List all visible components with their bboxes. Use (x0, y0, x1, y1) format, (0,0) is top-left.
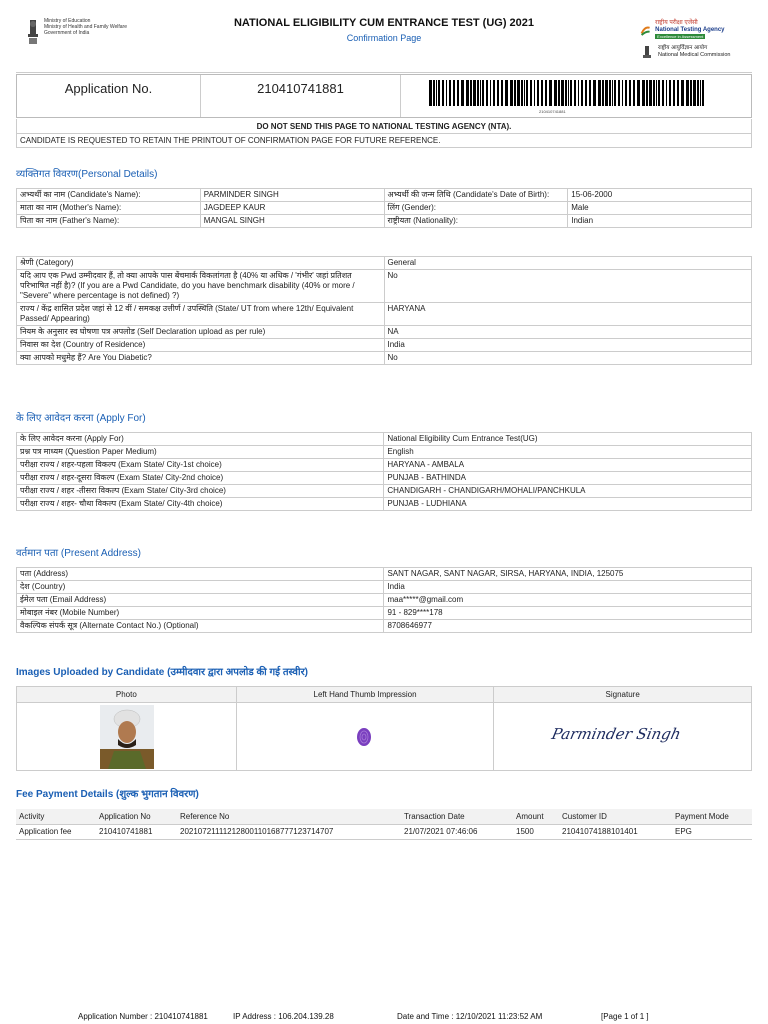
personal-details-title: व्यक्तिगत विवरण(Personal Details) (16, 169, 158, 180)
nmc-english-name: National Medical Commission (658, 52, 731, 58)
field-value: Male (568, 202, 752, 215)
field-label: पिता का नाम (Father's Name): (17, 215, 201, 228)
barcode-bar (537, 80, 539, 106)
gov-line-3: Government of India (44, 30, 90, 36)
field-label: राज्य / केंद्र शासित प्रदेश जहां से 12 वीं / समकक्ष उत्तीर्ण / उपस्थिति (State/ UT from where 12th/ Equivalent Passed/ Appearing) (17, 303, 385, 326)
photo-header: Photo (17, 687, 237, 703)
gov-line-2: Ministry of Health and Family Welfare (44, 24, 127, 30)
table-row (17, 594, 752, 607)
field-label: परीक्षा राज्य / शहर- चौथा विकल्प (Exam State/ City-4th choice) (17, 498, 384, 511)
barcode-bar (646, 80, 648, 106)
barcode-bar (622, 80, 623, 106)
table-row (17, 568, 752, 581)
barcode-bar (470, 80, 472, 106)
barcode-bar (673, 80, 675, 106)
field-value: 8708646977 (384, 620, 752, 633)
table-cell: 20210721111212800110168777123714707 (177, 824, 401, 839)
images-title: Images Uploaded by Candidate (उम्मीदवार द्वारा अपलोड की गई तस्वीर) (16, 667, 308, 678)
nta-tagline: Excellence in Assessment (657, 34, 704, 39)
table-row (17, 433, 752, 446)
field-label: अभ्यर्थी का नाम (Candidate's Name): (17, 189, 201, 202)
table-row (17, 498, 752, 511)
signature-image: Parminder Singh (550, 725, 683, 743)
application-number-box (16, 74, 752, 118)
table-row (17, 303, 752, 326)
field-value: National Eligibility Cum Entrance Test(UG) (384, 433, 752, 446)
column-header: Activity (16, 809, 96, 824)
apply-for-table (16, 432, 752, 511)
field-value: maa*****@gmail.com (384, 594, 752, 607)
column-header: Application No (96, 809, 177, 824)
barcode-bar (466, 80, 469, 106)
barcode-bar (545, 80, 547, 106)
table-cell: 21/07/2021 07:46:06 (401, 824, 513, 839)
barcode-bar (585, 80, 587, 106)
barcode-bar (561, 80, 564, 106)
table-row (17, 459, 752, 472)
barcode-bar (666, 80, 667, 106)
barcode-bar (486, 80, 488, 106)
nta-logo (640, 20, 752, 59)
field-label: देश (Country) (17, 581, 384, 594)
barcode-bar (669, 80, 671, 106)
table-row (17, 472, 752, 485)
field-value: India (384, 339, 752, 352)
candidate-photo (100, 705, 154, 769)
gov-line-1: Ministry of Education (44, 18, 91, 24)
field-value: SANT NAGAR, SANT NAGAR, SIRSA, HARYANA, INDIA, 125075 (384, 568, 752, 581)
barcode-bar (589, 80, 591, 106)
field-value: Indian (568, 215, 752, 228)
barcode-bar (457, 80, 459, 106)
table-cell: Application fee (16, 824, 96, 839)
field-label: राष्ट्रीयता (Nationality): (384, 215, 568, 228)
table-row (17, 326, 752, 339)
barcode-bar (517, 80, 520, 106)
barcode-bar (702, 80, 704, 106)
field-label: परीक्षा राज्य / शहर -तीसरा विकल्प (Exam State/ City-3rd choice) (17, 485, 384, 498)
page-header (0, 0, 768, 70)
table-row (17, 339, 752, 352)
barcode-bar (453, 80, 455, 106)
table-row (17, 270, 752, 303)
barcode-bar (477, 80, 479, 106)
field-value: CHANDIGARH - CHANDIGARH/MOHALI/PANCHKULA (384, 485, 752, 498)
column-header: Transaction Date (401, 809, 513, 824)
apply-for-title: के लिए आवेदन करना (Apply For) (16, 413, 146, 424)
barcode-bar (446, 80, 447, 106)
footer-page-number: [Page 1 of 1 ] (601, 1012, 649, 1021)
nta-english-name: National Testing Agency (655, 27, 725, 33)
barcode-bar (637, 80, 640, 106)
thumb-header: Left Hand Thumb Impression (236, 687, 494, 703)
nta-hindi-name: राष्ट्रीय परीक्षा एजेंसी (655, 20, 698, 26)
barcode-bar (593, 80, 596, 106)
personal-details-table (16, 188, 752, 228)
barcode-bar (568, 80, 569, 106)
signature-header: Signature (494, 687, 752, 703)
footer-datetime: Date and Time : 12/10/2021 11:23:52 AM (397, 1012, 543, 1021)
field-label: श्रेणी (Category) (17, 257, 385, 270)
table-row (17, 215, 752, 228)
field-label: यदि आप एक Pwd उम्मीदवार हैं, तो क्या आपके पास बेंचमार्क विकलांगता है (40% या अधिक / 'गंभीर' जहां प्रतिशत परिभाषित नहीं है)? (If you are a Pwd Candidate, do you have benchmark disability (40% or more / "Severe" where percentage is not defined) ?) (17, 270, 385, 303)
field-label: मोबाइल नंबर (Mobile Number) (17, 607, 384, 620)
barcode-bar (473, 80, 476, 106)
barcode-bar (429, 80, 432, 106)
field-label: पता (Address) (17, 568, 384, 581)
barcode-bar (602, 80, 604, 106)
thumb-impression-image (356, 727, 372, 747)
field-value: General (384, 257, 752, 270)
table-cell: EPG (672, 824, 752, 839)
barcode (429, 80, 707, 106)
table-row (17, 485, 752, 498)
barcode-bar (642, 80, 645, 106)
field-label: के लिए आवेदन करना (Apply For) (17, 433, 384, 446)
barcode-bar (653, 80, 655, 106)
column-header: Payment Mode (672, 809, 752, 824)
field-value: PUNJAB - LUDHIANA (384, 498, 752, 511)
barcode-bar (565, 80, 567, 106)
barcode-bar (510, 80, 513, 106)
column-header: Customer ID (559, 809, 672, 824)
barcode-bar (461, 80, 464, 106)
table-row (17, 446, 752, 459)
barcode-bar (662, 80, 664, 106)
barcode-bar (480, 80, 481, 106)
barcode-bar (541, 80, 543, 106)
field-value: 15-06-2000 (568, 189, 752, 202)
table-row (17, 607, 752, 620)
field-value: HARYANA (384, 303, 752, 326)
barcode-bar (505, 80, 508, 106)
page-title: NATIONAL ELIGIBILITY CUM ENTRANCE TEST (UG) 2021 (233, 17, 535, 29)
header-divider (16, 72, 752, 73)
barcode-bar (605, 80, 608, 106)
barcode-bar (449, 80, 451, 106)
field-value: No (384, 270, 752, 303)
signature-cell (494, 703, 752, 771)
field-label: परीक्षा राज्य / शहर-पहला विकल्प (Exam State/ City-1st choice) (17, 459, 384, 472)
barcode-bar (493, 80, 495, 106)
field-label: माता का नाम (Mother's Name): (17, 202, 201, 215)
barcode-bar (554, 80, 557, 106)
field-value: HARYANA - AMBALA (384, 459, 752, 472)
barcode-bar (526, 80, 528, 106)
field-label: लिंग (Gender): (384, 202, 568, 215)
footer-application-number: Application Number : 210410741881 (78, 1012, 208, 1021)
field-label: ईमेल पता (Email Address) (17, 594, 384, 607)
application-number-label: Application No. (17, 75, 201, 117)
barcode-bar (625, 80, 627, 106)
field-label: निवास का देश (Country of Residence) (17, 339, 385, 352)
table-cell: 21041074188101401 (559, 824, 672, 839)
barcode-bar (656, 80, 657, 106)
table-cell: 210410741881 (96, 824, 177, 839)
photo-cell (17, 703, 237, 771)
field-value: JAGDEEP KAUR (200, 202, 384, 215)
field-value: NA (384, 326, 752, 339)
barcode-bar (534, 80, 535, 106)
barcode-bar (558, 80, 560, 106)
field-label: अभ्यर्थी की जन्म तिथि (Candidate's Date of Birth): (384, 189, 568, 202)
barcode-bar (581, 80, 583, 106)
barcode-bar (633, 80, 635, 106)
field-value: English (384, 446, 752, 459)
notice-do-not-send: DO NOT SEND THIS PAGE TO NATIONAL TESTING AGENCY (NTA). (16, 119, 752, 134)
nmc-hindi-name: राष्ट्रीय आयुर्विज्ञान आयोग (658, 45, 708, 51)
images-table (16, 686, 752, 771)
fee-payment-table (16, 809, 752, 840)
field-value: No (384, 352, 752, 365)
table-row (17, 202, 752, 215)
barcode-bar (482, 80, 484, 106)
barcode-bar (501, 80, 503, 106)
table-row (17, 352, 752, 365)
barcode-bar (700, 80, 701, 106)
application-number-value: 210410741881 (201, 75, 401, 117)
present-address-table (16, 567, 752, 633)
barcode-bar (693, 80, 696, 106)
barcode-bar (574, 80, 576, 106)
field-label: वैकल्पिक संपर्क सूत्र (Alternate Contact No.) (Optional) (17, 620, 384, 633)
personal-extra-table (16, 256, 752, 365)
barcode-bar (686, 80, 689, 106)
present-address-title: वर्तमान पता (Present Address) (16, 548, 141, 559)
barcode-bar (530, 80, 532, 106)
field-value: India (384, 581, 752, 594)
barcode-bar (490, 80, 491, 106)
table-row (17, 581, 752, 594)
barcode-bar (442, 80, 444, 106)
field-value: PUNJAB - BATHINDA (384, 472, 752, 485)
field-label: क्या आपको मधुमेह हैं? Are You Diabetic? (17, 352, 385, 365)
nta-swirl-icon (640, 24, 651, 38)
page-subtitle: Confirmation Page (346, 33, 422, 43)
table-row (17, 189, 752, 202)
field-value: 91 - 829****178 (384, 607, 752, 620)
table-row (17, 620, 752, 633)
barcode-bar (697, 80, 699, 106)
barcode-bar (514, 80, 516, 106)
barcode-bar (614, 80, 616, 106)
barcode-bar (549, 80, 552, 106)
nmc-emblem-icon (640, 45, 654, 59)
barcode-bar (649, 80, 652, 106)
barcode-bar (681, 80, 684, 106)
barcode-bar (618, 80, 620, 106)
table-header-row (16, 809, 752, 824)
field-label: प्रश्न पत्र माध्यम (Question Paper Medium) (17, 446, 384, 459)
notice-retain-printout: CANDIDATE IS REQUESTED TO RETAIN THE PRINTOUT OF CONFIRMATION PAGE FOR FUTURE REFERENCE. (16, 134, 752, 148)
barcode-bar (690, 80, 692, 106)
barcode-bar (436, 80, 437, 106)
barcode-bar (521, 80, 523, 106)
field-value: PARMINDER SINGH (200, 189, 384, 202)
barcode-bar (433, 80, 435, 106)
table-row (17, 257, 752, 270)
column-header: Amount (513, 809, 559, 824)
table-cell: 1500 (513, 824, 559, 839)
column-header: Reference No (177, 809, 401, 824)
barcode-bar (438, 80, 440, 106)
barcode-bar (497, 80, 499, 106)
field-label: नियम के अनुसार स्व घोषणा पत्र अपलोड (Self Declaration upload as per rule) (17, 326, 385, 339)
barcode-number: 210410741881 (539, 109, 566, 114)
table-row (16, 824, 752, 839)
barcode-bar (524, 80, 525, 106)
barcode-bar (598, 80, 601, 106)
barcode-bar (612, 80, 613, 106)
fee-payment-title: Fee Payment Details (शुल्क भुगतान विवरण) (16, 789, 199, 800)
thumb-cell (236, 703, 494, 771)
footer-ip-address: IP Address : 106.204.139.28 (233, 1012, 334, 1021)
field-label: परीक्षा राज्य / शहर-दूसरा विकल्प (Exam State/ City-2nd choice) (17, 472, 384, 485)
field-value: MANGAL SINGH (200, 215, 384, 228)
barcode-bar (609, 80, 611, 106)
barcode-bar (677, 80, 679, 106)
barcode-bar (629, 80, 631, 106)
barcode-bar (658, 80, 660, 106)
barcode-bar (578, 80, 579, 106)
barcode-bar (570, 80, 572, 106)
